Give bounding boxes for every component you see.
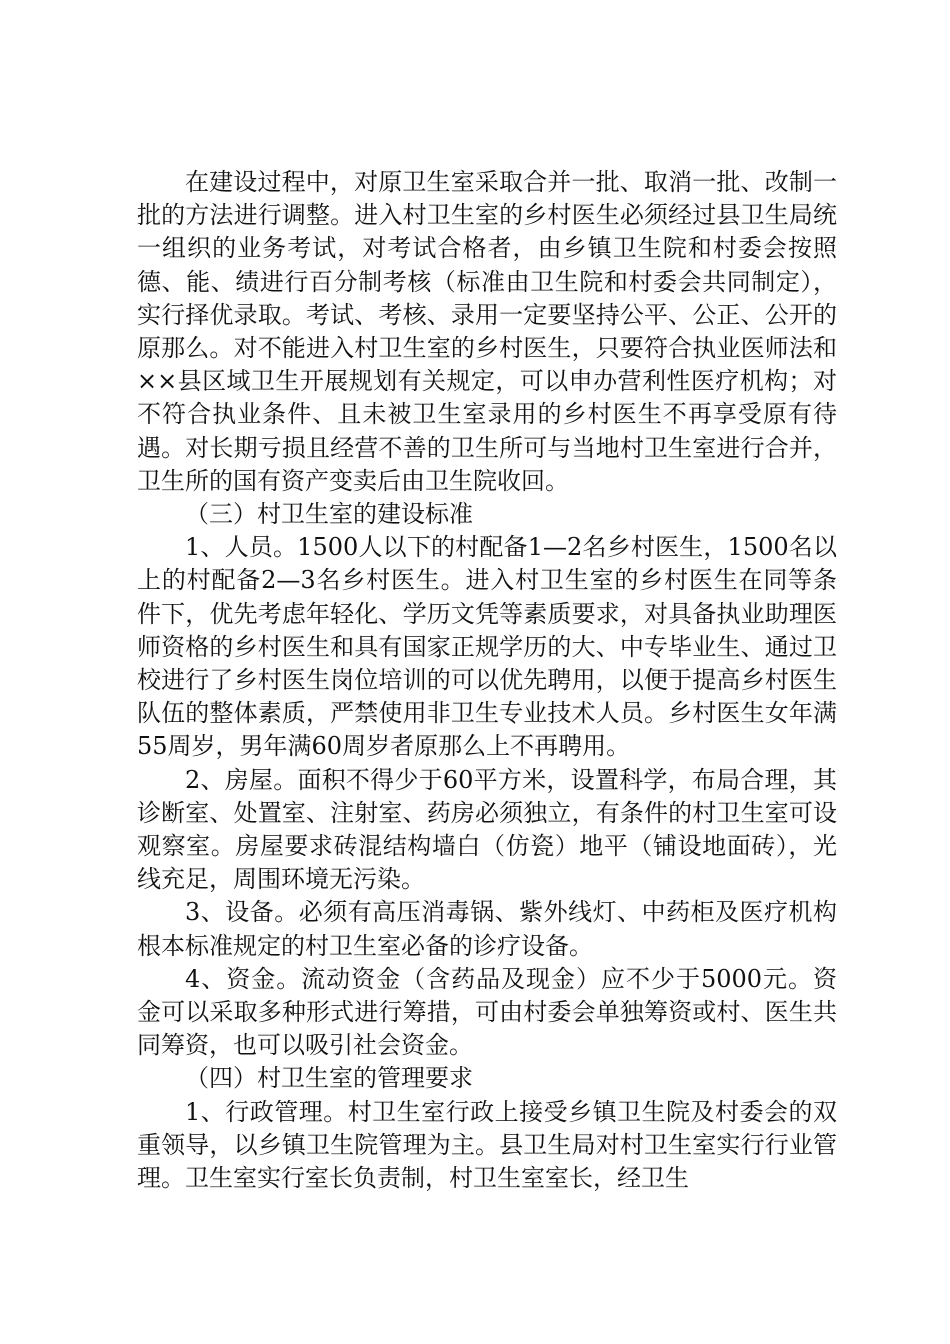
paragraph-administrative-management: 1、行政管理。村卫生室行政上接受乡镇卫生院及村委会的双重领导，以乡镇卫生院管理为主。县卫生局对村卫生室实行行业管理。卫生室实行室长负责制，村卫生室室长，经卫生	[137, 1097, 837, 1193]
section-heading-management-requirements: （四）村卫生室的管理要求	[185, 1064, 473, 1093]
paragraph-personnel: 1、人员。1500人以下的村配备1—2名乡村医生，1500名以上的村配备2—3名乡村医生。进入村卫生室的乡村医生在同等条件下，优先考虑年轻化、学历文凭等素质要求，对具备执业助理医师资格的乡村医生和具有国家正规学历的大、中专毕业生、通过卫校进行了乡村医生岗位培训的可以优先聘用，以便于提高乡村医生队伍的整体素质，严禁使用非卫生专业技术人员。乡村医生女年满55周岁，男年满60周岁者原那么上不再聘用。	[137, 533, 837, 761]
paragraph-equipment: 3、设备。必须有高压消毒锅、紫外线灯、中药柜及医疗机构根本标准规定的村卫生室必备的诊疗设备。	[137, 898, 837, 960]
paragraph-housing: 2、房屋。面积不得少于60平方米，设置科学，布局合理，其诊断室、处置室、注射室、药房必须独立，有条件的村卫生室可设观察室。房屋要求砖混结构墙白（仿瓷）地平（铺设地面砖），光线充足，周围环境无污染。	[137, 765, 837, 894]
paragraph-funding: 4、资金。流动资金（含药品及现金）应不少于5000元。资金可以采取多种形式进行筹措，可由村委会单独筹资或村、医生共同筹资，也可以吸引社会资金。	[137, 964, 837, 1060]
paragraph-restructuring: 在建设过程中，对原卫生室采取合并一批、取消一批、改制一批的方法进行调整。进入村卫生室的乡村医生必须经过县卫生局统一组织的业务考试，对考试合格者，由乡镇卫生院和村委会按照德、能、绩进行百分制考核（标准由卫生院和村委会共同制定），实行择优录取。考试、考核、录用一定要坚持公平、公正、公开的原那么。对不能进入村卫生室的乡村医生，只要符合执业医师法和××县区域卫生开展规划有关规定，可以申办营利性医疗机构；对不符合执业条件、且未被卫生室录用的乡村医生不再享受原有待遇。对长期亏损且经营不善的卫生所可与当地村卫生室进行合并，卫生所的国有资产变卖后由卫生院收回。	[137, 168, 837, 495]
document-body	[137, 166, 837, 1195]
section-heading-construction-standards: （三）村卫生室的建设标准	[185, 500, 473, 529]
